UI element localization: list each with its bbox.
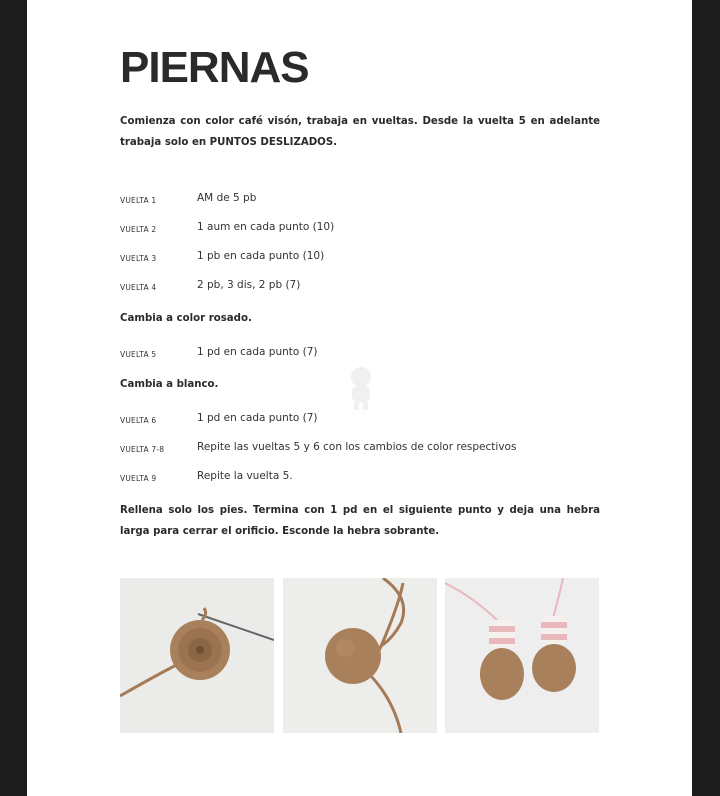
color-change-note: Cambia a blanco. [120, 379, 219, 390]
round-text: 2 pb, 3 dis, 2 pb (7) [197, 279, 301, 291]
round-text: AM de 5 pb [197, 192, 257, 204]
photo-step-2 [283, 578, 437, 733]
round-label: VUELTA 2 [120, 225, 157, 234]
round-label: VUELTA 6 [120, 416, 157, 425]
round-text: 1 pb en cada punto (10) [197, 250, 325, 262]
closing-paragraph: Rellena solo los pies. Termina con 1 pd en el siguiente punto y deja una hebra larga para cerrar el orificio. Esconde la hebra sobrante. [120, 505, 600, 537]
round-text: 1 pd en cada punto (7) [197, 412, 318, 424]
round-label: VUELTA 7-8 [120, 445, 165, 454]
color-change-note: Cambia a color rosado. [120, 313, 252, 324]
round-label: VUELTA 3 [120, 254, 157, 263]
round-text: Repite las vueltas 5 y 6 con los cambios de color respectivos [197, 441, 517, 453]
round-text: Repite la vuelta 5. [197, 470, 293, 482]
watermark-doll-icon [341, 364, 381, 412]
round-text: 1 pd en cada punto (7) [197, 346, 318, 358]
page-title: PIERNAS [120, 43, 309, 92]
document-page [27, 0, 692, 796]
photo-step-1 [120, 578, 274, 733]
round-label: VUELTA 5 [120, 350, 157, 359]
round-label: VUELTA 1 [120, 196, 157, 205]
photo-step-3 [445, 578, 599, 733]
round-label: VUELTA 4 [120, 283, 157, 292]
round-text: 1 aum en cada punto (10) [197, 221, 335, 233]
round-label: VUELTA 9 [120, 474, 157, 483]
intro-paragraph: Comienza con color café visón, trabaja en vueltas. Desde la vuelta 5 en adelante trabaja solo en PUNTOS DESLIZADOS. [120, 116, 600, 148]
